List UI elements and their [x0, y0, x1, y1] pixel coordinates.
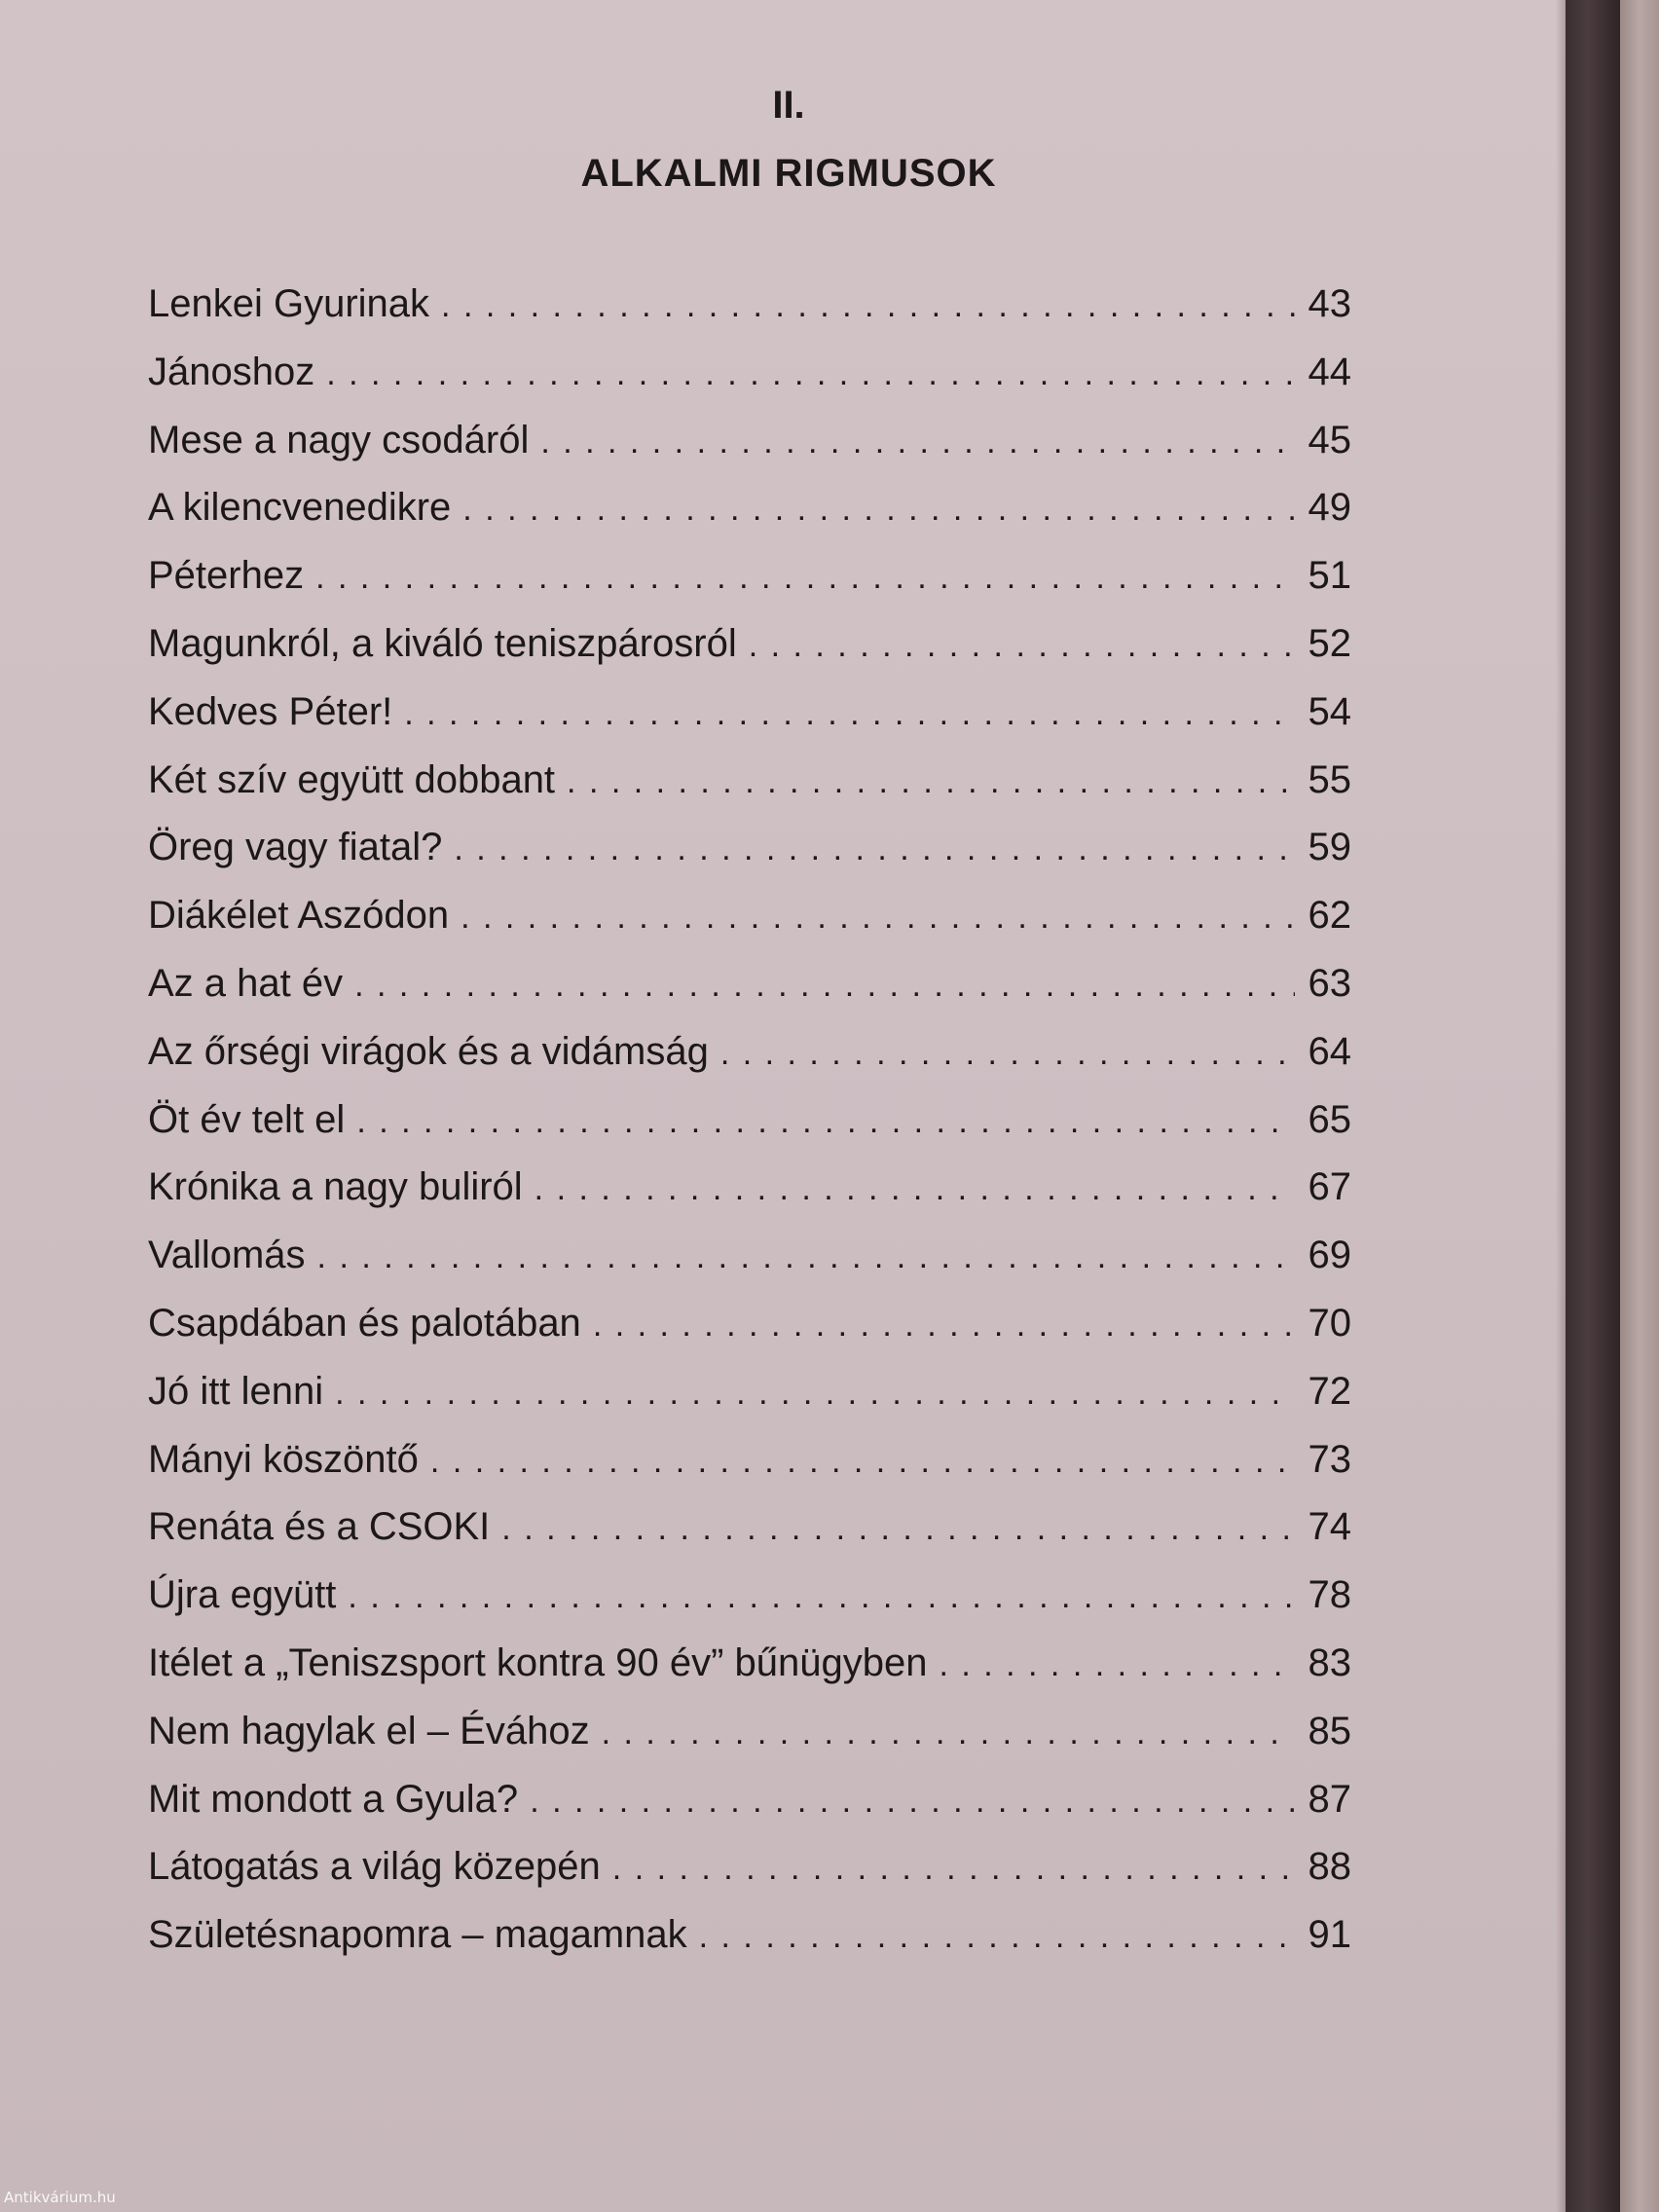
- toc-entry-page: 91: [1308, 1913, 1351, 1957]
- toc-entry-page: 59: [1308, 826, 1351, 869]
- toc-entry-title: Magunkról, a kiváló teniszpárosról: [148, 621, 737, 665]
- toc-entry: [148, 554, 1351, 622]
- section-number: II.: [772, 84, 805, 127]
- toc-entry-page: 64: [1308, 1029, 1351, 1073]
- toc-entry-title: Mányi köszöntő: [148, 1437, 419, 1481]
- toc-entry-page: 74: [1308, 1505, 1351, 1549]
- dot-leader: [939, 1646, 1295, 1684]
- table-of-contents: [148, 282, 1351, 1981]
- toc-entry: [148, 1165, 1351, 1234]
- dot-leader: [602, 1714, 1295, 1752]
- dot-leader: [441, 287, 1295, 325]
- toc-entry-page: 73: [1308, 1437, 1351, 1481]
- dot-leader: [567, 763, 1295, 801]
- toc-entry-page: 83: [1308, 1641, 1351, 1684]
- toc-entry-page: 70: [1308, 1301, 1351, 1345]
- toc-entry-page: 51: [1308, 554, 1351, 598]
- dot-leader: [454, 830, 1295, 868]
- dot-leader: [749, 627, 1295, 665]
- toc-entry-page: 54: [1308, 689, 1351, 733]
- toc-entry: [148, 758, 1351, 827]
- dot-leader: [535, 1170, 1295, 1208]
- book-cover-board: [1620, 0, 1659, 2212]
- dot-leader: [530, 1783, 1295, 1821]
- toc-entry-title: Diákélet Aszódon: [148, 894, 450, 938]
- toc-entry: [148, 1370, 1351, 1438]
- toc-entry: [148, 1234, 1351, 1302]
- toc-entry-title: Péterhez: [148, 554, 305, 598]
- dot-leader: [326, 355, 1295, 393]
- dot-leader: [461, 899, 1295, 937]
- toc-entry-title: Születésnapomra – magamnak: [148, 1913, 687, 1957]
- dot-leader: [699, 1918, 1295, 1956]
- toc-entry-page: 78: [1308, 1573, 1351, 1617]
- toc-entry-title: Kedves Péter!: [148, 689, 393, 733]
- toc-entry-page: 72: [1308, 1369, 1351, 1413]
- toc-entry-page: 67: [1308, 1165, 1351, 1209]
- toc-entry-page: 43: [1308, 282, 1351, 325]
- toc-entry-page: 45: [1308, 418, 1351, 461]
- toc-entry: [148, 1573, 1351, 1641]
- toc-entry-page: 88: [1308, 1845, 1351, 1889]
- toc-entry: [148, 1030, 1351, 1098]
- dot-leader: [501, 1510, 1295, 1548]
- toc-entry: [148, 1845, 1351, 1913]
- toc-entry-title: Jó itt lenni: [148, 1369, 324, 1413]
- dot-leader: [612, 1850, 1295, 1888]
- toc-entry: [148, 1098, 1351, 1166]
- toc-entry-title: Öt év telt el: [148, 1097, 346, 1141]
- toc-entry: [148, 622, 1351, 690]
- toc-entry-title: Öreg vagy fiatal?: [148, 826, 443, 869]
- dot-leader: [335, 1375, 1295, 1413]
- toc-entry-title: Újra együtt: [148, 1573, 337, 1617]
- dot-leader: [317, 1238, 1295, 1276]
- toc-entry-page: 44: [1308, 350, 1351, 393]
- toc-entry: [148, 486, 1351, 554]
- watermark: Antikvárium.hu: [4, 2189, 116, 2206]
- dot-leader: [462, 491, 1295, 529]
- page-edge-shadow: [1556, 0, 1566, 2212]
- toc-entry: [148, 1302, 1351, 1370]
- toc-entry: [148, 1641, 1351, 1710]
- toc-entry: [148, 350, 1351, 419]
- toc-entry-page: 65: [1308, 1097, 1351, 1141]
- toc-entry-title: Mese a nagy csodáról: [148, 418, 530, 461]
- toc-entry-page: 85: [1308, 1709, 1351, 1752]
- dot-leader: [354, 967, 1295, 1005]
- toc-entry-title: Lenkei Gyurinak: [148, 282, 430, 325]
- toc-entry-title: Jánoshoz: [148, 350, 315, 393]
- section-title: ALKALMI RIGMUSOK: [580, 152, 997, 195]
- toc-entry-title: A kilencvenedikre: [148, 486, 452, 530]
- dot-leader: [315, 559, 1295, 597]
- toc-entry: [148, 1913, 1351, 1981]
- toc-entry: [148, 1438, 1351, 1506]
- dot-leader: [348, 1578, 1295, 1616]
- toc-entry-page: 62: [1308, 894, 1351, 938]
- toc-entry-title: Az őrségi virágok és a vidámság: [148, 1029, 709, 1073]
- toc-entry-title: Az a hat év: [148, 961, 344, 1005]
- toc-entry: [148, 690, 1351, 758]
- toc-entry: [148, 1710, 1351, 1778]
- dot-leader: [430, 1443, 1295, 1481]
- toc-entry: [148, 826, 1351, 894]
- toc-entry-title: Látogatás a világ közepén: [148, 1845, 601, 1889]
- toc-entry-title: Renáta és a CSOKI: [148, 1505, 491, 1549]
- toc-entry-page: 55: [1308, 757, 1351, 801]
- dot-leader: [593, 1307, 1295, 1345]
- dot-leader: [540, 424, 1295, 461]
- toc-entry-title: Krónika a nagy buliról: [148, 1165, 523, 1209]
- toc-entry: [148, 962, 1351, 1030]
- toc-entry-title: Mit mondott a Gyula?: [148, 1777, 519, 1821]
- dot-leader: [356, 1103, 1295, 1141]
- toc-entry-title: Két szív együtt dobbant: [148, 757, 556, 801]
- toc-entry-page: 63: [1308, 961, 1351, 1005]
- toc-entry-page: 69: [1308, 1234, 1351, 1277]
- toc-entry: [148, 1778, 1351, 1846]
- book-binding: [1566, 0, 1620, 2212]
- toc-entry: [148, 1505, 1351, 1573]
- toc-entry-title: Vallomás: [148, 1234, 306, 1277]
- toc-entry-page: 87: [1308, 1777, 1351, 1821]
- toc-entry-title: Csapdában és palotában: [148, 1301, 581, 1345]
- toc-entry-title: Nem hagylak el – Évához: [148, 1709, 590, 1752]
- dot-leader: [404, 695, 1295, 733]
- toc-entry-title: Itélet a „Teniszsport kontra 90 év” bűnügyben: [148, 1641, 928, 1684]
- toc-entry: [148, 894, 1351, 962]
- dot-leader: [720, 1035, 1295, 1073]
- toc-entry-page: 49: [1308, 486, 1351, 530]
- toc-entry: [148, 282, 1351, 350]
- toc-entry: [148, 419, 1351, 487]
- toc-entry-page: 52: [1308, 621, 1351, 665]
